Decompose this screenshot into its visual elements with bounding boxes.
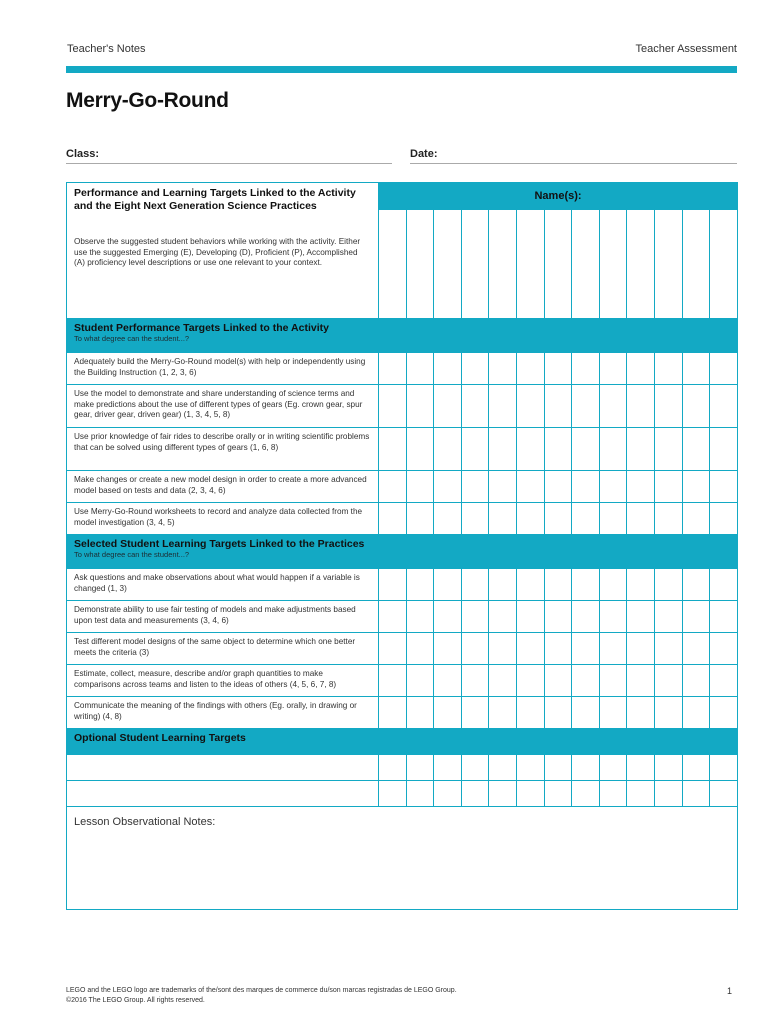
- lesson-notes-area[interactable]: [67, 807, 738, 910]
- name-check-cell[interactable]: [517, 569, 545, 601]
- name-check-cell[interactable]: [489, 781, 517, 807]
- name-check-cell[interactable]: [517, 601, 545, 633]
- name-check-cell[interactable]: [544, 633, 572, 665]
- name-check-cell[interactable]: [682, 210, 710, 319]
- target-description: Adequately build the Merry-Go-Round model(s) with help or independently using the Building Instruction (1, 2, 3, 6): [67, 353, 379, 385]
- name-check-cell[interactable]: [517, 210, 545, 319]
- name-check-cell[interactable]: [599, 665, 627, 697]
- section-header-row: [67, 729, 738, 755]
- name-check-cell[interactable]: [599, 633, 627, 665]
- name-check-cell[interactable]: [655, 353, 683, 385]
- name-check-cell[interactable]: [572, 601, 600, 633]
- name-check-cell[interactable]: [599, 503, 627, 535]
- name-check-cell[interactable]: [434, 353, 462, 385]
- name-check-cell[interactable]: [434, 781, 462, 807]
- name-check-cell[interactable]: [710, 353, 738, 385]
- name-check-cell[interactable]: [572, 210, 600, 319]
- section-header-row: [67, 319, 738, 353]
- target-description: Use Merry-Go-Round worksheets to record and analyze data collected from the model investigation (3, 4, 5): [67, 503, 379, 535]
- table-row: [67, 697, 738, 729]
- name-check-cell[interactable]: [599, 781, 627, 807]
- name-check-cell[interactable]: [682, 471, 710, 503]
- name-check-cell[interactable]: [655, 569, 683, 601]
- name-check-cell[interactable]: [489, 601, 517, 633]
- name-check-cell[interactable]: [461, 210, 489, 319]
- name-check-cell[interactable]: [406, 755, 434, 781]
- name-check-cell[interactable]: [489, 428, 517, 471]
- name-check-cell[interactable]: [572, 353, 600, 385]
- name-check-cell[interactable]: [461, 633, 489, 665]
- name-check-cell[interactable]: [517, 385, 545, 428]
- name-check-cell[interactable]: [627, 569, 655, 601]
- name-check-cell[interactable]: [544, 569, 572, 601]
- name-check-cell[interactable]: [461, 781, 489, 807]
- name-check-cell[interactable]: [461, 665, 489, 697]
- class-label: Class:: [66, 148, 100, 160]
- name-check-cell[interactable]: [517, 353, 545, 385]
- name-check-cell[interactable]: [572, 755, 600, 781]
- table-row: [67, 428, 738, 471]
- section-title: Selected Student Learning Targets Linked to the Practices: [74, 538, 365, 550]
- name-check-cell[interactable]: [544, 428, 572, 471]
- name-check-cell[interactable]: [461, 601, 489, 633]
- name-check-cell[interactable]: [655, 665, 683, 697]
- name-check-cell[interactable]: [406, 633, 434, 665]
- target-description: Estimate, collect, measure, describe and/or graph quantities to make comparisons across teams and listen to the ideas of others (4, 5, 6, 7, 8): [67, 665, 379, 697]
- section-title: Optional Student Learning Targets: [74, 732, 246, 744]
- name-check-cell[interactable]: [379, 633, 407, 665]
- name-check-cell[interactable]: [627, 781, 655, 807]
- name-check-cell[interactable]: [627, 601, 655, 633]
- name-check-cell[interactable]: [655, 210, 683, 319]
- name-check-cell[interactable]: [379, 697, 407, 729]
- name-check-cell[interactable]: [406, 428, 434, 471]
- name-check-cell[interactable]: [434, 385, 462, 428]
- name-check-cell[interactable]: [517, 428, 545, 471]
- name-check-cell[interactable]: [627, 210, 655, 319]
- assessment-table: [66, 182, 738, 910]
- date-label: Date:: [410, 148, 438, 160]
- name-check-cell[interactable]: [655, 697, 683, 729]
- name-check-cell[interactable]: [544, 781, 572, 807]
- intro-title: Performance and Learning Targets Linked to the Activity and the Eight Next Generation Science Practices: [74, 187, 356, 212]
- footer: [66, 986, 457, 1006]
- date-field[interactable]: [410, 148, 737, 164]
- target-description: Demonstrate ability to use fair testing of models and make adjustments based upon test data and measurements (3, 4, 6): [67, 601, 379, 633]
- table-row: [67, 471, 738, 503]
- name-check-cell[interactable]: [379, 601, 407, 633]
- name-check-cell[interactable]: [489, 697, 517, 729]
- name-check-cell[interactable]: [544, 697, 572, 729]
- name-check-cell[interactable]: [572, 471, 600, 503]
- table-row: [67, 385, 738, 428]
- name-check-cell[interactable]: [379, 210, 407, 319]
- header-right: Teacher Assessment: [635, 43, 737, 55]
- name-check-cell[interactable]: [406, 601, 434, 633]
- table-row: [67, 665, 738, 697]
- name-check-cell[interactable]: [379, 781, 407, 807]
- name-check-cell[interactable]: [406, 665, 434, 697]
- name-check-cell[interactable]: [627, 353, 655, 385]
- name-check-cell[interactable]: [682, 665, 710, 697]
- name-check-cell[interactable]: [710, 569, 738, 601]
- target-description[interactable]: [67, 781, 379, 807]
- name-check-cell[interactable]: [599, 353, 627, 385]
- name-check-cell[interactable]: [489, 503, 517, 535]
- name-check-cell[interactable]: [655, 428, 683, 471]
- name-check-cell[interactable]: [627, 471, 655, 503]
- name-check-cell[interactable]: [544, 755, 572, 781]
- footer-trademark: LEGO and the LEGO logo are trademarks of the/sont des marques de commerce du/son marcas registradas de LEGO Group.: [66, 987, 457, 994]
- name-check-cell[interactable]: [406, 697, 434, 729]
- name-check-cell[interactable]: [544, 503, 572, 535]
- name-check-cell[interactable]: [379, 385, 407, 428]
- name-check-cell[interactable]: [655, 633, 683, 665]
- name-check-cell[interactable]: [461, 755, 489, 781]
- name-check-cell[interactable]: [517, 697, 545, 729]
- class-field[interactable]: [66, 148, 392, 164]
- name-check-cell[interactable]: [599, 210, 627, 319]
- table-row: [67, 353, 738, 385]
- name-check-cell[interactable]: [599, 471, 627, 503]
- name-check-cell[interactable]: [710, 665, 738, 697]
- name-check-cell[interactable]: [544, 353, 572, 385]
- name-check-cell[interactable]: [406, 353, 434, 385]
- table-row: [67, 633, 738, 665]
- name-check-cell[interactable]: [461, 385, 489, 428]
- name-check-cell[interactable]: [710, 210, 738, 319]
- name-check-cell[interactable]: [461, 697, 489, 729]
- name-check-cell[interactable]: [655, 471, 683, 503]
- name-check-cell[interactable]: [682, 601, 710, 633]
- name-check-cell[interactable]: [599, 569, 627, 601]
- name-check-cell[interactable]: [682, 633, 710, 665]
- name-check-cell[interactable]: [461, 471, 489, 503]
- name-check-cell[interactable]: [379, 428, 407, 471]
- name-check-cell[interactable]: [572, 503, 600, 535]
- name-check-cell[interactable]: [406, 471, 434, 503]
- name-check-cell[interactable]: [682, 697, 710, 729]
- target-description: Ask questions and make observations about what would happen if a variable is changed (1, 3): [67, 569, 379, 601]
- name-check-cell[interactable]: [406, 569, 434, 601]
- name-check-cell[interactable]: [710, 633, 738, 665]
- name-check-cell[interactable]: [627, 697, 655, 729]
- name-check-cell[interactable]: [434, 503, 462, 535]
- name-check-cell[interactable]: [434, 665, 462, 697]
- section-header: [67, 535, 738, 569]
- name-check-cell[interactable]: [655, 385, 683, 428]
- name-check-cell[interactable]: [682, 385, 710, 428]
- name-check-cell[interactable]: [572, 428, 600, 471]
- name-check-cell[interactable]: [461, 569, 489, 601]
- name-check-cell[interactable]: [655, 601, 683, 633]
- name-check-cell[interactable]: [434, 601, 462, 633]
- name-check-cell[interactable]: [599, 755, 627, 781]
- name-check-cell[interactable]: [710, 697, 738, 729]
- name-check-cell[interactable]: [599, 385, 627, 428]
- table-row: [67, 569, 738, 601]
- name-check-cell[interactable]: [572, 781, 600, 807]
- name-check-cell[interactable]: [379, 755, 407, 781]
- name-check-cell[interactable]: [517, 755, 545, 781]
- name-check-cell[interactable]: [461, 503, 489, 535]
- name-check-cell[interactable]: [599, 428, 627, 471]
- name-check-cell[interactable]: [434, 428, 462, 471]
- name-check-cell[interactable]: [682, 503, 710, 535]
- name-check-cell[interactable]: [379, 503, 407, 535]
- name-check-cell[interactable]: [710, 471, 738, 503]
- section-title: Student Performance Targets Linked to the Activity: [74, 322, 329, 334]
- names-header: Name(s):: [379, 183, 738, 210]
- name-check-cell[interactable]: [655, 755, 683, 781]
- name-check-cell[interactable]: [682, 755, 710, 781]
- name-check-cell[interactable]: [710, 385, 738, 428]
- target-description: Communicate the meaning of the findings with others (Eg. orally, in drawing or writing) (4, 8): [67, 697, 379, 729]
- name-check-cell[interactable]: [517, 781, 545, 807]
- name-check-cell[interactable]: [517, 665, 545, 697]
- intro-cell: [67, 183, 379, 319]
- name-check-cell[interactable]: [379, 353, 407, 385]
- name-check-cell[interactable]: [406, 503, 434, 535]
- name-check-cell[interactable]: [572, 385, 600, 428]
- name-check-cell[interactable]: [489, 353, 517, 385]
- name-check-cell[interactable]: [544, 471, 572, 503]
- name-check-cell[interactable]: [489, 569, 517, 601]
- name-check-cell[interactable]: [517, 503, 545, 535]
- name-check-cell[interactable]: [517, 471, 545, 503]
- name-check-cell[interactable]: [489, 385, 517, 428]
- table-row: [67, 503, 738, 535]
- name-check-cell[interactable]: [710, 503, 738, 535]
- name-check-cell[interactable]: [544, 601, 572, 633]
- name-check-cell[interactable]: [434, 569, 462, 601]
- name-check-cell[interactable]: [710, 428, 738, 471]
- name-check-cell[interactable]: [682, 569, 710, 601]
- name-check-cell[interactable]: [655, 503, 683, 535]
- section-header: [67, 729, 738, 755]
- name-check-cell[interactable]: [489, 210, 517, 319]
- name-check-cell[interactable]: [627, 755, 655, 781]
- accent-bar: [66, 66, 737, 73]
- name-check-cell[interactable]: [489, 665, 517, 697]
- name-check-cell[interactable]: [489, 755, 517, 781]
- name-check-cell[interactable]: [710, 781, 738, 807]
- name-check-cell[interactable]: [489, 471, 517, 503]
- name-check-cell[interactable]: [434, 633, 462, 665]
- header-left: Teacher's Notes: [67, 43, 146, 55]
- name-check-cell[interactable]: [682, 428, 710, 471]
- name-check-cell[interactable]: [461, 353, 489, 385]
- target-description: Test different model designs of the same object to determine which one better meets the criteria (3): [67, 633, 379, 665]
- name-check-cell[interactable]: [434, 210, 462, 319]
- footer-copyright: ©2016 The LEGO Group. All rights reserved.: [66, 997, 205, 1004]
- name-check-cell[interactable]: [710, 601, 738, 633]
- name-check-cell[interactable]: [655, 781, 683, 807]
- name-check-cell[interactable]: [682, 781, 710, 807]
- name-check-cell[interactable]: [434, 697, 462, 729]
- section-header-row: [67, 535, 738, 569]
- intro-text: Observe the suggested student behaviors while working with the activity. Either use the suggested Emerging (E), Developing (D), Proficient (P), Accomplished (A) proficiency level descriptions or use one relevant to your context.: [74, 237, 361, 267]
- page-number: 1: [726, 986, 732, 996]
- name-check-cell[interactable]: [710, 755, 738, 781]
- name-check-cell[interactable]: [599, 697, 627, 729]
- name-check-cell[interactable]: [627, 665, 655, 697]
- name-check-cell[interactable]: [517, 633, 545, 665]
- target-description: Use the model to demonstrate and share understanding of science terms and make predictions about the use of different types of gears (Eg. crown gear, spur gear, driver gear, driven gear) (1, 3, 4, 5, 8): [67, 385, 379, 428]
- target-description: Use prior knowledge of fair rides to describe orally or in writing scientific problems that can be solved using different types of gears (1, 6, 8): [67, 428, 379, 471]
- name-check-cell[interactable]: [434, 471, 462, 503]
- table-row: [67, 755, 738, 781]
- target-description[interactable]: [67, 755, 379, 781]
- name-check-cell[interactable]: [544, 385, 572, 428]
- name-check-cell[interactable]: [627, 428, 655, 471]
- name-check-cell[interactable]: [627, 633, 655, 665]
- name-check-cell[interactable]: [572, 665, 600, 697]
- name-check-cell[interactable]: [599, 601, 627, 633]
- page-title: Merry-Go-Round: [66, 89, 229, 112]
- name-check-cell[interactable]: [572, 697, 600, 729]
- name-check-cell[interactable]: [489, 633, 517, 665]
- notes-label: Lesson Observational Notes:: [74, 816, 216, 828]
- target-description: Make changes or create a new model design in order to create a more advanced model based on tests and data (2, 3, 4, 6): [67, 471, 379, 503]
- name-check-cell[interactable]: [544, 665, 572, 697]
- section-header: [67, 319, 738, 353]
- section-subtitle: To what degree can the student...?: [74, 550, 190, 559]
- name-check-cell[interactable]: [544, 210, 572, 319]
- name-check-cell[interactable]: [461, 428, 489, 471]
- name-check-cell[interactable]: [406, 781, 434, 807]
- name-check-cell[interactable]: [627, 385, 655, 428]
- name-check-cell[interactable]: [379, 471, 407, 503]
- name-check-cell[interactable]: [682, 353, 710, 385]
- section-subtitle: To what degree can the student...?: [74, 334, 190, 343]
- table-row: [67, 601, 738, 633]
- table-row: [67, 781, 738, 807]
- name-check-cell[interactable]: [627, 503, 655, 535]
- name-check-cell[interactable]: [379, 665, 407, 697]
- name-check-cell[interactable]: [434, 755, 462, 781]
- name-check-cell[interactable]: [379, 569, 407, 601]
- name-check-cell[interactable]: [572, 569, 600, 601]
- name-check-cell[interactable]: [572, 633, 600, 665]
- name-check-cell[interactable]: [406, 385, 434, 428]
- name-check-cell[interactable]: [406, 210, 434, 319]
